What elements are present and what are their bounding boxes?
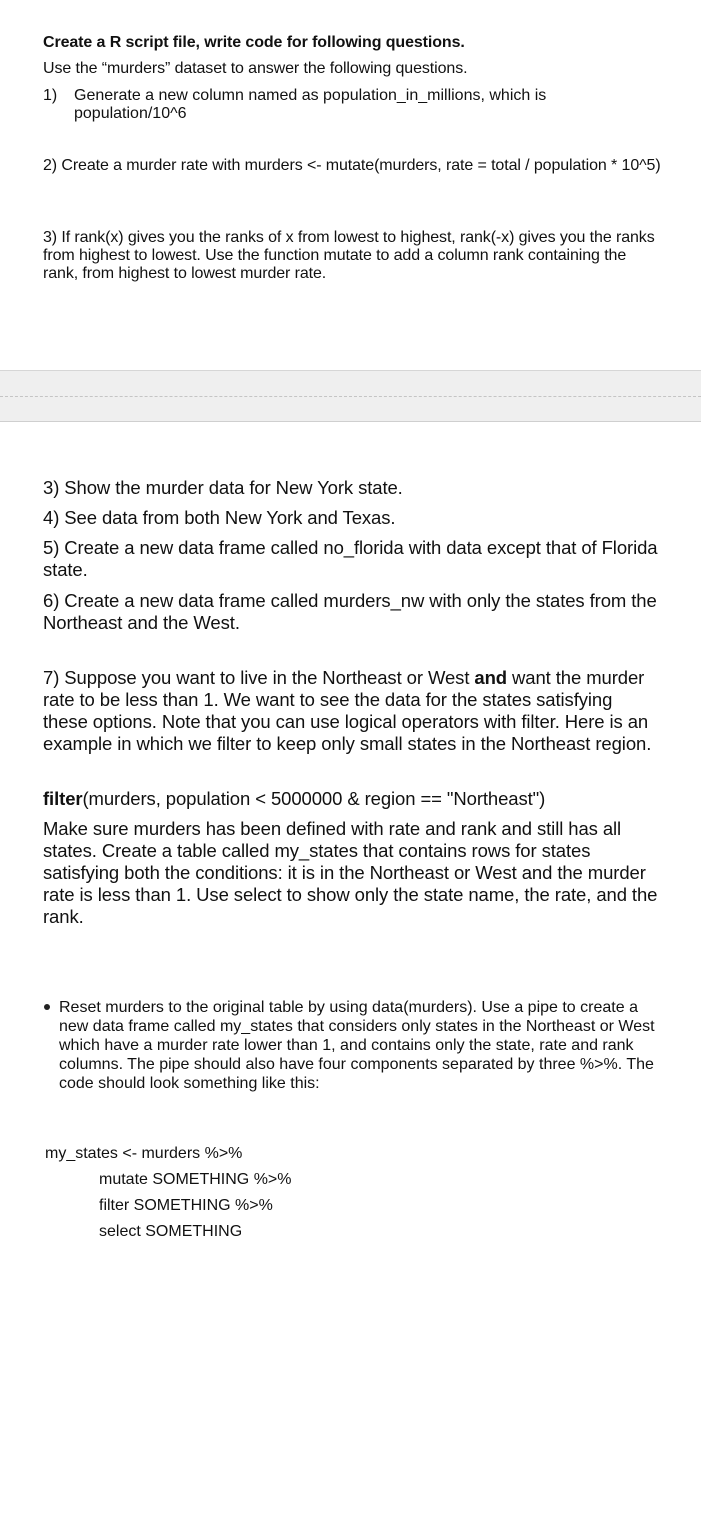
filter-example-args: (murders, population < 5000000 & region == "Northeast"): [82, 788, 546, 809]
question-4: 4) See data from both New York and Texas.: [43, 507, 396, 528]
code-line-1: my_states <- murders %>%: [45, 1145, 243, 1162]
question-1-number: 1): [43, 87, 58, 104]
question-3-new-york: 3) Show the murder data for New York state.: [43, 477, 403, 498]
intro-text: Use the “murders” dataset to answer the following questions.: [43, 60, 468, 77]
question-1: [43, 87, 661, 123]
code-line-3: filter SOMETHING %>%: [99, 1197, 273, 1214]
filter-example: [43, 788, 661, 810]
code-line-2: mutate SOMETHING %>%: [99, 1171, 292, 1188]
question-7: [43, 667, 661, 755]
question-7-bold-and: and: [474, 667, 507, 688]
question-2: 2) Create a murder rate with murders <- mutate(murders, rate = total / population * 10^5): [43, 157, 661, 174]
question-3-rank: 3) If rank(x) gives you the ranks of x from lowest to highest, rank(-x) gives you the ranks from highest to lowest. Use the function mutate to add a column rank containing the rank, from highest to lowest murder rate.: [43, 229, 655, 282]
question-7-text-end: want the murder rate to be less than 1. We want to see the data for the states satisfying these options. Note that you can use logical operators with filter. Here is an example in which we filter to keep only small states in the Northeast region.: [43, 667, 652, 754]
code-line-4: select SOMETHING: [99, 1223, 243, 1240]
question-6: 6) Create a new data frame called murders_nw with only the states from the Northeast and the West.: [43, 590, 657, 633]
page-divider: [0, 370, 701, 422]
divider-dashed-line: [0, 396, 701, 397]
question-7-text-start: 7) Suppose you want to live in the Northeast or West: [43, 667, 475, 688]
question-1-text: Generate a new column named as population_in_millions, which is population/10^6: [74, 87, 547, 122]
question-5: 5) Create a new data frame called no_florida with data except that of Florida state.: [43, 537, 658, 580]
section-heading: Create a R script file, write code for following questions.: [43, 34, 465, 51]
bullet-item-text: Reset murders to the original table by using data(murders). Use a pipe to create a new data frame called my_states that considers only states in the Northeast or West which have a murder rate lower than 1, and contains only the state, rate and rank columns. The pipe should also have four components separated by three %>%. The code should look something like this:: [59, 999, 655, 1092]
question-7-followup: Make sure murders has been defined with rate and rank and still has all states. Create a table called my_states that contains rows for states satisfying both the conditions: it is in the Northeast or West and the murder rate is less than 1. Use select to show only the state name, the rate, and the rank.: [43, 818, 658, 927]
bullet-dot-icon: [44, 1004, 50, 1010]
filter-example-function: filter: [43, 788, 83, 809]
